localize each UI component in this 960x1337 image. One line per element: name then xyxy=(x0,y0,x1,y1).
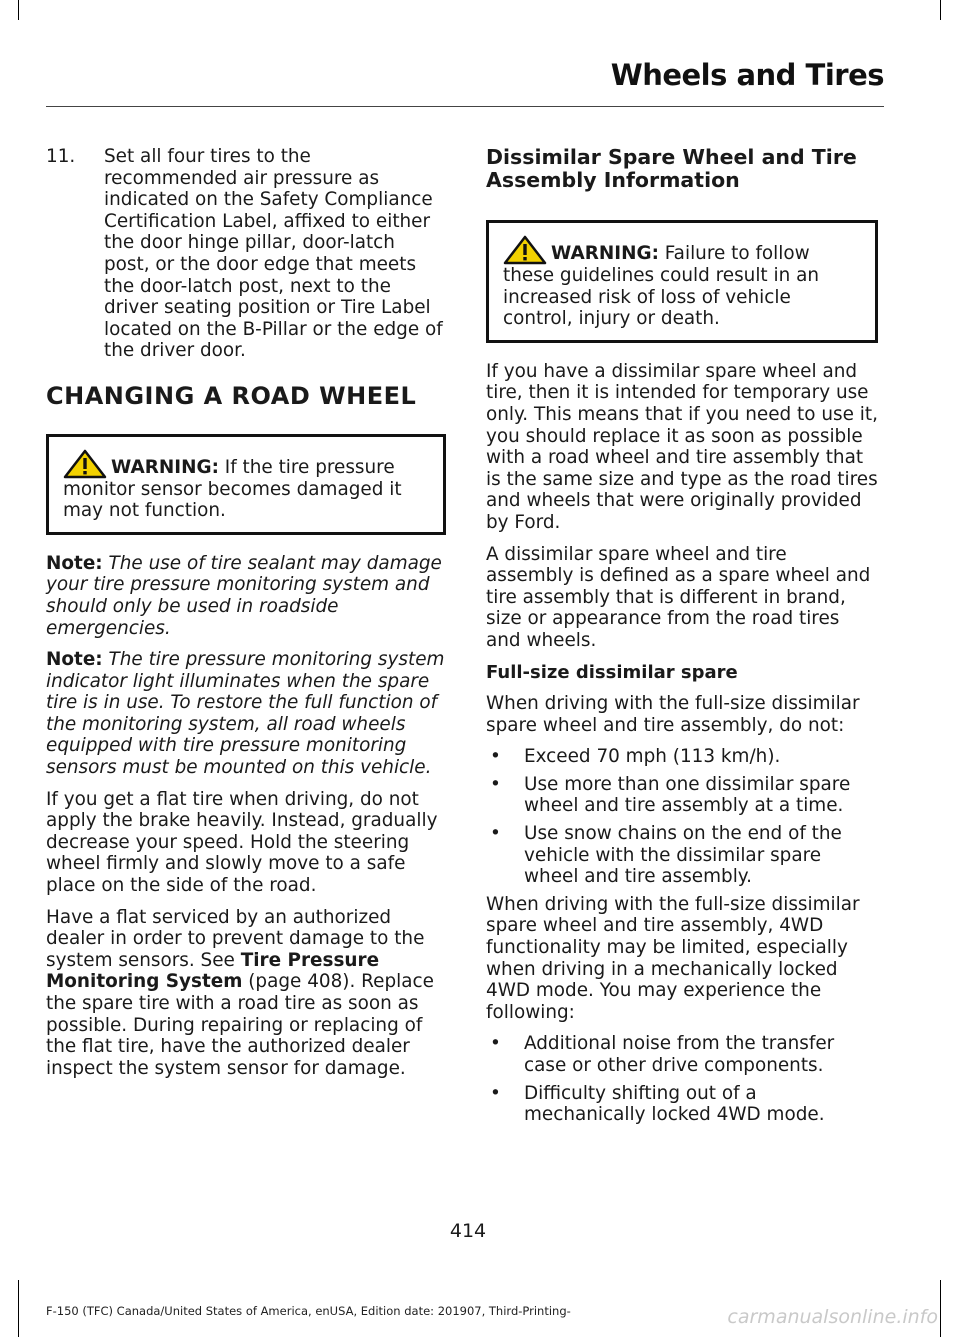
crop-mark-top-left xyxy=(18,0,19,20)
step-text: Set all four tires to the recommended air pressure as indicated on the Safety Compliance Certification Label, affixed to either the door hinge pillar, door-latch post, or the door edge that meets the door-latch post, next to the driver seating position or Tire Label located on the B-Pillar or the edge of the driver door. xyxy=(104,146,443,362)
section-heading: CHANGING A ROAD WHEEL xyxy=(46,381,417,410)
warning-triangle-icon xyxy=(63,449,107,479)
service-text-before: Have a flat serviced by an authorized dealer in order to prevent damage to the system sensors. See xyxy=(46,906,425,971)
note-label: Note: xyxy=(46,552,103,574)
crop-mark-bottom-right xyxy=(940,1280,941,1337)
bullet-list-4wd xyxy=(486,1033,878,1125)
service-text-after: (page 408). Replace the spare tire with a road tire as soon as possible. During repairing or replacing of the flat tire, have the authorized dealer inspect the system sensor for damage. xyxy=(46,971,434,1079)
dissimilar-paragraph-2: A dissimilar spare wheel and tire assembly is defined as a spare wheel and tire assembly that is different in brand, size or appearance from the road tires and wheels. xyxy=(486,543,871,651)
list-item xyxy=(486,1083,878,1126)
note-indicator xyxy=(46,649,446,779)
list-item xyxy=(486,823,878,888)
list-item xyxy=(486,1033,878,1076)
do-not-paragraph: When driving with the full-size dissimilar spare wheel and tire assembly, do not: xyxy=(486,693,860,736)
subsection-heading: Dissimilar Spare Wheel and Tire Assembly Information xyxy=(486,145,857,192)
list-item-text: Use more than one dissimilar spare wheel and tire assembly at a time. xyxy=(524,773,851,817)
warning-text: Failure to follow these guidelines could result in an increased risk of loss of vehicle control, injury or death. xyxy=(503,243,820,330)
crop-mark-top-right xyxy=(940,0,941,20)
warning-label: WARNING: xyxy=(551,243,659,264)
crop-mark-bottom-left xyxy=(18,1280,19,1337)
warning-box xyxy=(46,434,446,535)
warning-triangle-icon xyxy=(503,235,547,265)
flat-tire-paragraph: If you get a flat tire when driving, do not apply the brake heavily. Instead, gradually decrease your speed. Hold the steering wheel firmly and slowly move to a safe place on the side of the road. xyxy=(46,788,438,897)
list-item xyxy=(486,746,878,768)
right-column xyxy=(486,146,878,1132)
bullet-dot: • xyxy=(490,746,501,768)
list-item-text: Use snow chains on the end of the vehicle with the dissimilar spare wheel and tire assembly. xyxy=(524,823,842,888)
note-text: The use of tire sealant may damage your tire pressure monitoring system and should only be used in roadside emergencies. xyxy=(46,552,442,639)
bullet-list-do-not xyxy=(486,746,878,888)
page-number: 414 xyxy=(449,1220,487,1242)
warning-box xyxy=(486,220,878,343)
bullet-dot: • xyxy=(490,1033,501,1055)
bullet-dot: • xyxy=(490,773,501,795)
footer-edition: F-150 (TFC) Canada/United States of America, enUSA, Edition date: 201907, Third-Printing- xyxy=(46,1304,571,1318)
step-number: 11. xyxy=(46,146,76,167)
warning-label: WARNING: xyxy=(111,456,219,478)
bullet-dot: • xyxy=(490,823,501,845)
full-size-heading: Full-size dissimilar spare xyxy=(486,661,738,683)
left-column xyxy=(46,146,446,1089)
list-item-text: Additional noise from the transfer case or other drive components. xyxy=(524,1033,835,1076)
list-item-text: Exceed 70 mph (113 km/h). xyxy=(524,746,781,768)
bullet-dot: • xyxy=(490,1082,501,1104)
service-paragraph xyxy=(46,907,446,1080)
step-11 xyxy=(46,146,446,362)
page-header: Wheels and Tires xyxy=(610,58,884,92)
watermark: carmanualsonline.info xyxy=(727,1306,938,1328)
note-text: The tire pressure monitoring system indicator light illuminates when the spare tire is in use. To restore the full function of the monitoring system, all road wheels equipped with tire pressure monitoring sensors must be mounted on this vehicle. xyxy=(46,649,445,779)
tpms-link[interactable]: Tire Pressure Monitoring System xyxy=(46,949,380,993)
header-rule xyxy=(46,106,884,107)
warning-text: If the tire pressure monitor sensor becomes damaged it may not function. xyxy=(63,456,402,522)
note-label: Note: xyxy=(46,649,103,671)
dissimilar-paragraph-1: If you have a dissimilar spare wheel and tire, then it is intended for temporary use only. This means that if you need to use it, you should replace it as soon as possible with a road wheel and tire assembly that is the same size and type as the road tires and wheels that were originally provided by Ford. xyxy=(486,360,878,533)
list-item-text: Difficulty shifting out of a mechanically locked 4WD mode. xyxy=(524,1082,825,1126)
list-item xyxy=(486,774,878,817)
note-sealant xyxy=(46,553,446,639)
4wd-paragraph: When driving with the full-size dissimilar spare wheel and tire assembly, 4WD functionality may be limited, especially when driving in a mechanically locked 4WD mode. You may experience the following: xyxy=(486,893,860,1023)
